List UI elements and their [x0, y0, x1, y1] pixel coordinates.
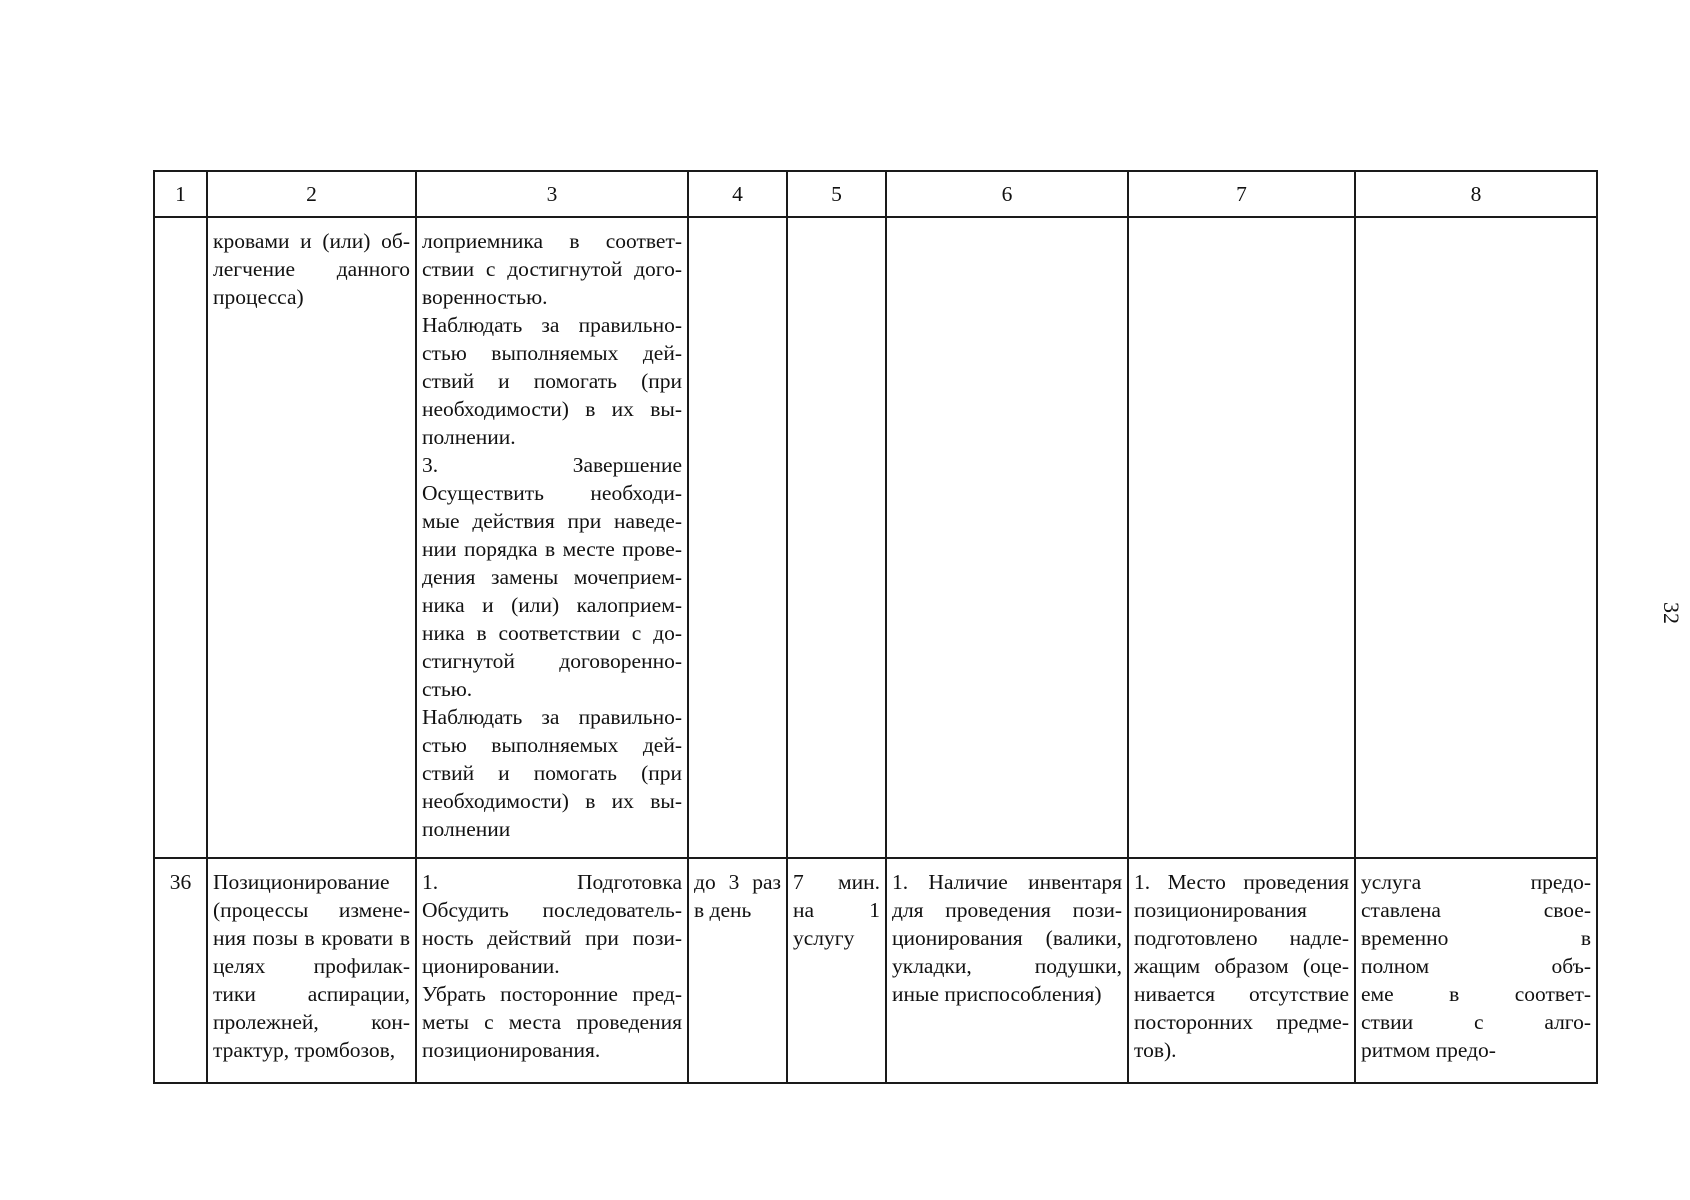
column-header-8: 8: [1355, 171, 1597, 217]
cell-text-line: лоприемника в соответ-: [422, 229, 682, 253]
duration-cell: [787, 217, 886, 858]
cell-text-line: 3. Завершение: [422, 453, 682, 477]
cell-text-line: стью выполняемых дей-: [422, 733, 682, 757]
quality-indicators-cell: [1128, 858, 1355, 1083]
frequency-cell: [688, 217, 787, 858]
cell-text-line: полном объ-: [1361, 954, 1591, 978]
column-header-3: 3: [416, 171, 688, 217]
conditions-cell: [886, 217, 1128, 858]
table-row: [154, 858, 1597, 1083]
table-row: [154, 217, 1597, 858]
cell-text-line: необходимости) в их вы-: [422, 397, 682, 421]
cell-text-line: для проведения пози-: [892, 898, 1122, 922]
services-table: [153, 170, 1598, 1084]
cell-text-line: стью.: [422, 677, 473, 701]
cell-text-line: целях профилак-: [213, 954, 410, 978]
cell-text-line: ритмом предо-: [1361, 1038, 1496, 1062]
cell-text-line: в день: [694, 898, 752, 922]
page-number: 32: [1659, 602, 1684, 624]
row-number-cell: [154, 217, 207, 858]
cell-text-line: Наблюдать за правильно-: [422, 705, 682, 729]
frequency-cell: [688, 858, 787, 1083]
result-evaluation-cell: [1355, 217, 1597, 858]
cell-text-line: жащим образом (оце-: [1134, 954, 1349, 978]
cell-text-line: на 1: [793, 898, 880, 922]
cell-text-line: меты с места проведения: [422, 1010, 682, 1034]
cell-text-line: ность действий при пози-: [422, 926, 682, 950]
service-name-cell: [207, 858, 416, 1083]
cell-text-line: ствии с алго-: [1361, 1010, 1591, 1034]
cell-text-line: нии порядка в месте прове-: [422, 537, 682, 561]
service-description-cell: [416, 217, 688, 858]
cell-text-line: ствии с достигнутой дого-: [422, 257, 682, 281]
cell-text-line: стью выполняемых дей-: [422, 341, 682, 365]
cell-text-line: до 3 раз: [694, 870, 781, 894]
cell-text-line: мые действия при наведе-: [422, 509, 682, 533]
cell-text-line: Осуществить необходи-: [422, 481, 682, 505]
cell-text-line: 7 мин.: [793, 870, 880, 894]
cell-text-line: ставлена свое-: [1361, 898, 1591, 922]
cell-text-line: Обсудить последователь-: [422, 898, 682, 922]
cell-text-line: 1. Место проведения: [1134, 870, 1349, 894]
cell-text-line: Убрать посторонние пред-: [422, 982, 682, 1006]
cell-text-line: стигнутой договоренно-: [422, 649, 682, 673]
cell-text-line: ционировании.: [422, 954, 560, 978]
cell-text-line: Позиционирование: [213, 870, 390, 894]
cell-text-line: воренностью.: [422, 285, 548, 309]
service-name-cell: [207, 217, 416, 858]
cell-text-line: услугу: [793, 926, 855, 950]
column-header-2: 2: [207, 171, 416, 217]
cell-text-line: укладки, подушки,: [892, 954, 1122, 978]
duration-cell: [787, 858, 886, 1083]
cell-text-line: услуга предо-: [1361, 870, 1591, 894]
cell-text-line: 1. Подготовка: [422, 870, 682, 894]
column-header-4: 4: [688, 171, 787, 217]
cell-text-line: ствий и помогать (при: [422, 761, 682, 785]
cell-text-line: иные приспособления): [892, 982, 1102, 1006]
row-number-cell: 36: [154, 858, 207, 1083]
cell-text-line: ционирования (валики,: [892, 926, 1122, 950]
cell-text-line: необходимости) в их вы-: [422, 789, 682, 813]
column-header-7: 7: [1128, 171, 1355, 217]
cell-text-line: нивается отсутствие: [1134, 982, 1349, 1006]
cell-text-line: ствий и помогать (при: [422, 369, 682, 393]
cell-text-line: позиционирования: [1134, 898, 1307, 922]
conditions-cell: [886, 858, 1128, 1083]
cell-text-line: дения замены мочеприем-: [422, 565, 682, 589]
cell-text-line: легчение данного: [213, 257, 410, 281]
cell-text-line: тов).: [1134, 1038, 1177, 1062]
cell-text-line: тики аспирации,: [213, 982, 410, 1006]
cell-text-line: пролежней, кон-: [213, 1010, 410, 1034]
cell-text-line: ника в соответствии с до-: [422, 621, 682, 645]
column-header-5: 5: [787, 171, 886, 217]
column-header-6: 6: [886, 171, 1128, 217]
cell-text-line: процесса): [213, 285, 304, 309]
result-evaluation-cell: [1355, 858, 1597, 1083]
cell-text-line: (процессы измене-: [213, 898, 410, 922]
quality-indicators-cell: [1128, 217, 1355, 858]
service-description-cell: [416, 858, 688, 1083]
column-header-1: 1: [154, 171, 207, 217]
cell-text-line: посторонних предме-: [1134, 1010, 1349, 1034]
cell-text-line: 1. Наличие инвентаря: [892, 870, 1122, 894]
cell-text-line: кровами и (или) об-: [213, 229, 410, 253]
cell-text-line: трактур, тромбозов,: [213, 1038, 396, 1062]
cell-text-line: ния позы в кровати в: [213, 926, 410, 950]
column-number-row: [154, 171, 1597, 217]
cell-text-line: полнении.: [422, 425, 516, 449]
cell-text-line: подготовлено надле-: [1134, 926, 1349, 950]
cell-text-line: еме в соответ-: [1361, 982, 1591, 1006]
cell-text-line: полнении: [422, 817, 511, 841]
cell-text-line: ника и (или) калоприем-: [422, 593, 682, 617]
cell-text-line: Наблюдать за правильно-: [422, 313, 682, 337]
cell-text-line: позиционирования.: [422, 1038, 601, 1062]
cell-text-line: временно в: [1361, 926, 1591, 950]
